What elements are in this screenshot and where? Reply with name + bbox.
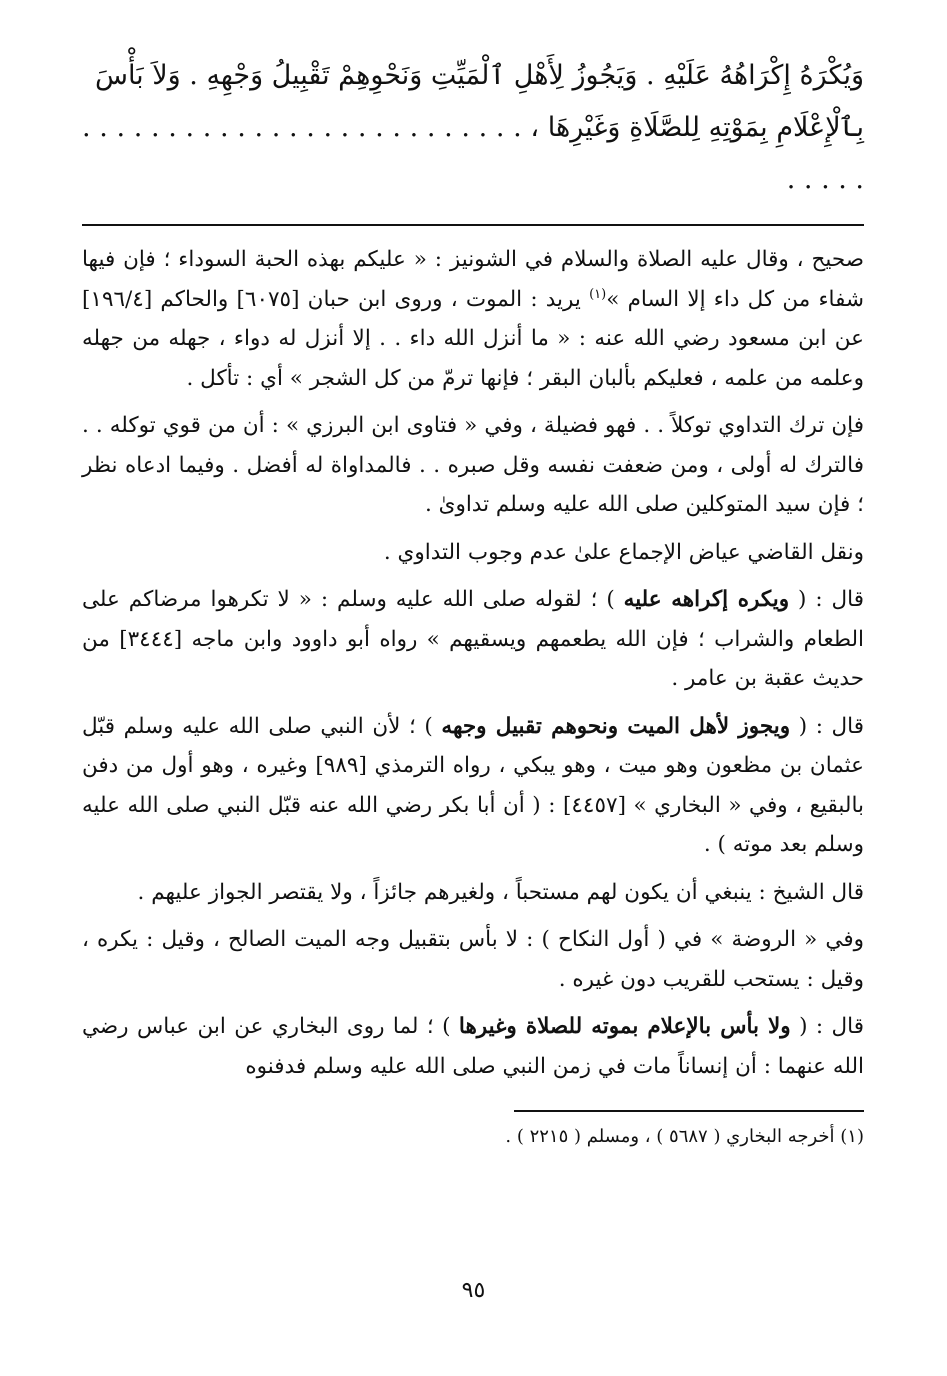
- paragraph-4-matn-quote: ويكره إكراهه عليه: [623, 587, 790, 612]
- paragraph-8: [82, 1007, 864, 1086]
- paragraph-6: قال الشيخ : ينبغي أن يكون لهم مستحباً ، ولغيرهم جائزاً ، ولا يقتصر الجواز عليهم .: [137, 879, 864, 905]
- paragraph-5-matn-quote: ويجوز لأهل الميت ونحوهم تقبيل وجهه: [441, 713, 791, 739]
- page-content: [82, 50, 864, 1152]
- matn-text: [82, 50, 864, 206]
- page-number: ٩٥: [461, 1278, 486, 1303]
- paragraph-1: [82, 240, 864, 398]
- paragraph-5: [82, 707, 864, 865]
- paragraph-8-matn-quote: ولا بأس بالإعلام بموته للصلاة وغيرها: [458, 1014, 791, 1039]
- paragraph-4-rest: ) ؛ لقوله صلى الله عليه وسلم : « لا تكرهوا مرضاكم على الطعام والشراب ؛ فإن الله يطعمهم ويسقيهم » رواه أبو داوود وابن ماجه [٣٤٤٤] من حديث عقبة بن عامر .: [82, 587, 864, 691]
- footnote-1: (١) أخرجه البخاري ( ٥٦٨٧ ) ، ومسلم ( ٢٢١٥ ) .: [505, 1126, 864, 1147]
- footnote-divider: [514, 1110, 864, 1112]
- paragraph-8-rest: ) ؛ لما روى البخاري عن ابن عباس رضي الله عنهما : أن إنساناً مات في زمن النبي صلى الله عليه وسلم فدفنوه: [82, 1014, 864, 1079]
- paragraph-1-rest: يريد : الموت ، وروى ابن حبان [٦٠٧٥] والحاكم [١٩٦/٤] عن ابن مسعود رضي الله عنه : « ما أنزل الله داء . . إلا أنزل له دواء ، جهله من جهله وعلمه من علمه ، فعليكم بألبان البقر ؛ فإنها ترمّ من كل الشجر » أي : تأكل .: [82, 286, 864, 391]
- paragraph-4-lead: قال : (: [789, 587, 864, 612]
- commentary-body: [82, 240, 864, 1086]
- matn-line-2: بِٱلْإِعْلَامِ بِمَوْتِهِ لِلصَّلَاةِ وَغَيْرِهَا ، . . . . . . . . . . . . . . . . . . . . . . . . . . . . . . .: [82, 112, 864, 195]
- paragraph-5-rest: ) ؛ لأن النبي صلى الله عليه وسلم قبّل عثمان بن مظعون وهو ميت ، وهو يبكي ، رواه الترمذي [٩٨٩] وغيره ، وهو أول من دفن بالبقيع ، وفي « البخاري » [٤٤٥٧] : ( أن أبا بكر رضي الله عنه قبّل النبي صلى الله عليه وسلم بعد موته ) .: [82, 713, 864, 857]
- paragraph-7: وفي « الروضة » في ( أول النكاح ) : لا بأس بتقبيل وجه الميت الصالح ، وقيل : يكره ، وقيل : يستحب للقريب دون غيره .: [82, 927, 864, 992]
- paragraph-8-lead: قال : (: [790, 1014, 864, 1039]
- paragraph-4: [82, 580, 864, 699]
- paragraph-2: فإن ترك التداوي توكلاً . . فهو فضيلة ، وفي « فتاوى ابن البرزي » : أن من قوي توكله . . فالترك له أولى ، ومن ضعفت نفسه وقل صبره . . فالمداواة له أفضل . وفيما ادعاه نظر ؛ فإن سيد المتوكلين صلى الله عليه وسلم تداوىٰ .: [82, 413, 864, 517]
- matn-line-1: وَيُكْرَهُ إِكْرَاهُهُ عَلَيْهِ . وَيَجُوزُ لِأَهْلِ ٱلْمَيِّتِ وَنَحْوِهِمْ تَقْبِيلُ وَجْهِهِ . وَلاَ بَأْسَ: [94, 60, 864, 91]
- paragraph-3: ونقل القاضي عياض الإجماع علىٰ عدم وجوب التداوي .: [383, 539, 864, 565]
- paragraph-5-lead: قال : (: [790, 713, 864, 739]
- paragraph-1-start: صحيح ، وقال عليه الصلاة والسلام في الشونيز : « عليكم بهذه الحبة السوداء ؛ فإن فيها شفاء من كل داء إلا السام »: [82, 247, 864, 312]
- footnote-reference[interactable]: (١): [589, 286, 607, 302]
- header-divider: [82, 224, 864, 226]
